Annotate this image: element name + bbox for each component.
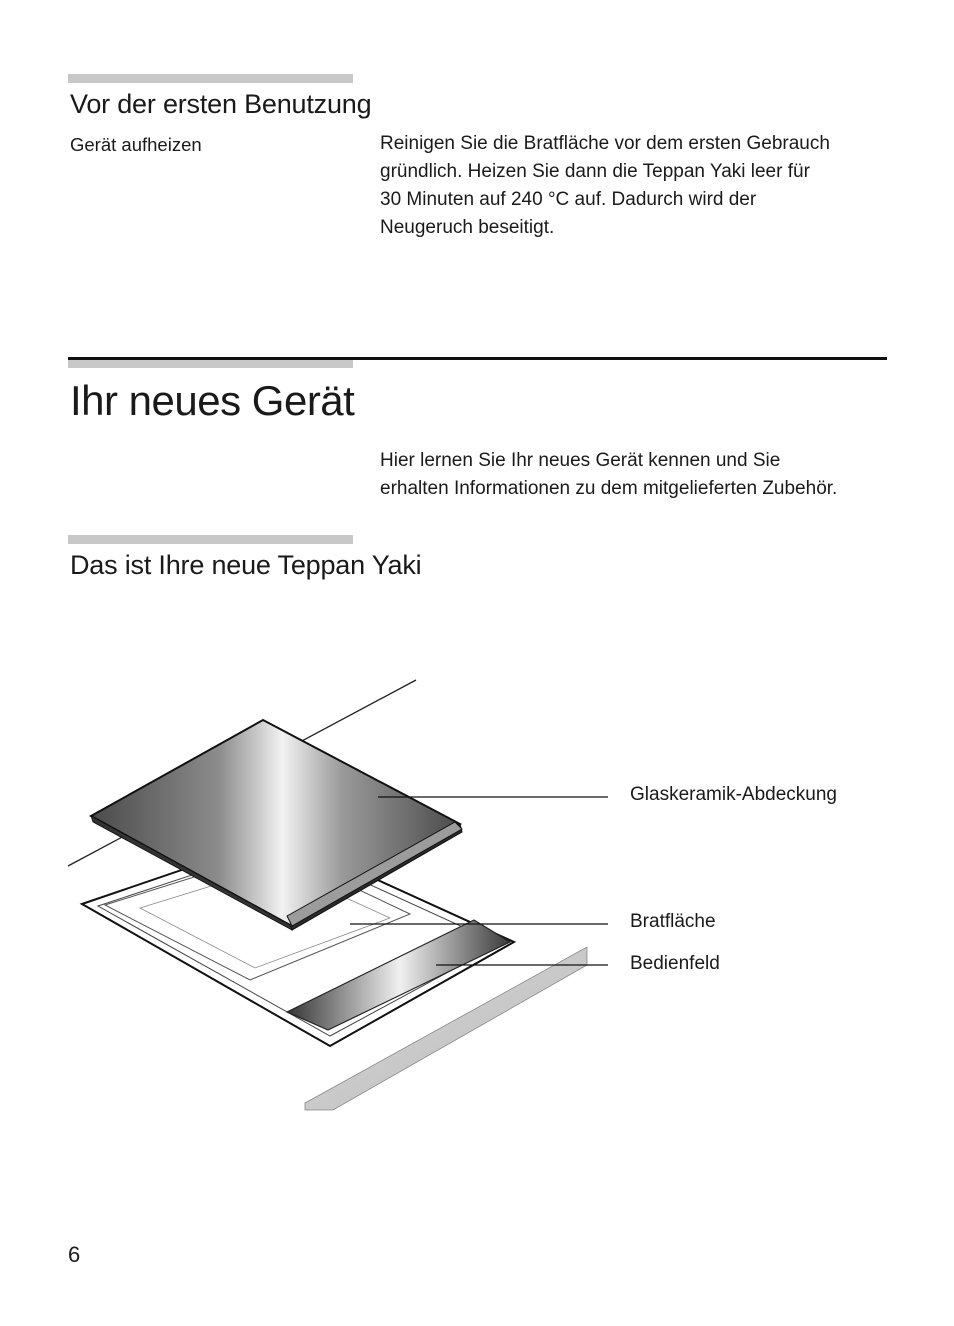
text-line: gründlich. Heizen Sie dann die Teppan Yaki leer für	[380, 161, 810, 182]
page-number: 6	[68, 1242, 81, 1267]
text-line: erhalten Informationen zu dem mitgelieferten Zubehör.	[380, 478, 838, 499]
text-line: Neugeruch beseitigt.	[380, 217, 555, 238]
text-line: Hier lernen Sie Ihr neues Gerät kennen und Sie	[380, 450, 781, 471]
section-heading-first-use: Vor der ersten Benutzung	[70, 89, 372, 119]
section-heading-teppan: Das ist Ihre neue Teppan Yaki	[70, 550, 422, 580]
callout-label-panel: Bedienfeld	[630, 953, 720, 974]
text-line: 30 Minuten auf 240 °C auf. Dadurch wird der	[380, 189, 757, 210]
callout-label-cover: Glaskeramik-Abdeckung	[630, 784, 837, 805]
callout-label-surface: Bratfläche	[630, 911, 716, 932]
chapter-heading: Ihr neues Gerät	[70, 377, 355, 424]
side-label-heat-up: Gerät aufheizen	[70, 134, 202, 155]
text-line: Reinigen Sie die Bratfläche vor dem ersten Gebrauch	[380, 133, 830, 154]
